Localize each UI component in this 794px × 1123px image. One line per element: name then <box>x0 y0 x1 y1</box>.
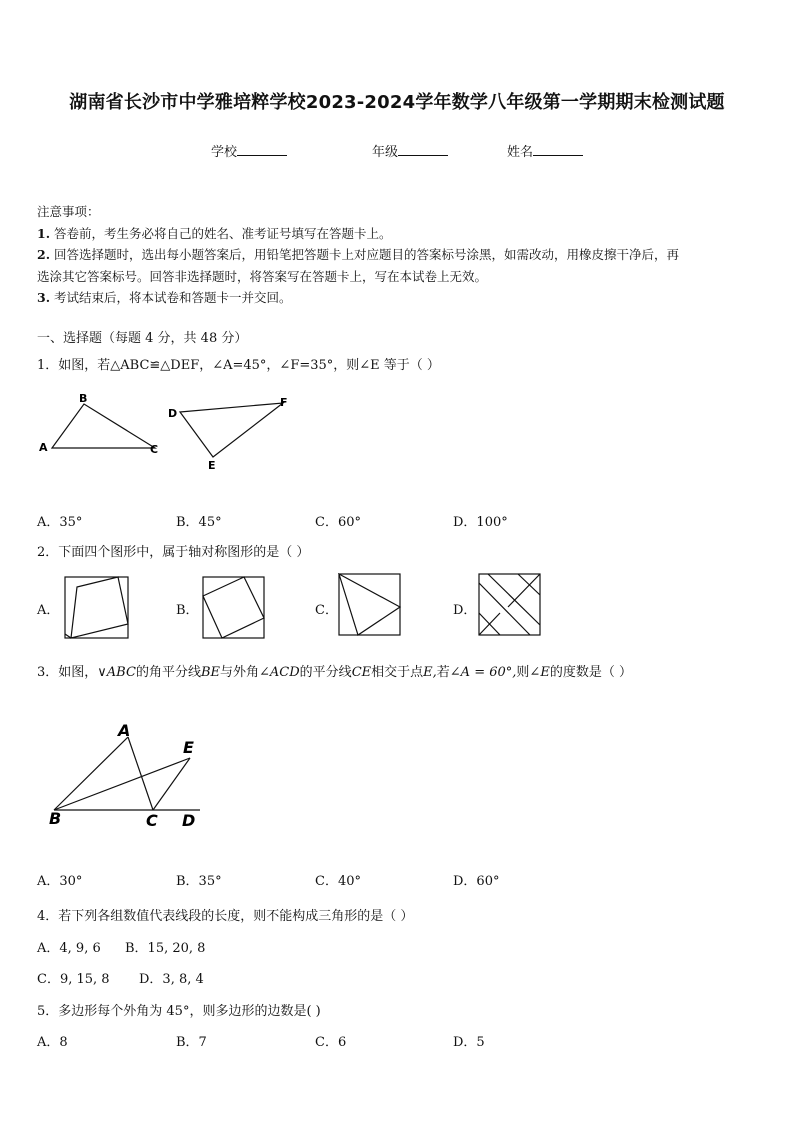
q4-option-b[interactable]: B．15, 20, 8 <box>125 941 206 956</box>
line-ce <box>153 758 190 810</box>
q2-option-d[interactable]: D． <box>453 603 477 618</box>
label-a: A <box>39 441 48 454</box>
question-1-figure <box>35 390 295 472</box>
label-b: B <box>49 809 62 828</box>
notes-heading: 注意事项： <box>37 204 100 219</box>
q2-option-c[interactable]: C． <box>315 603 338 618</box>
q1-option-d[interactable]: D．100° <box>453 515 508 530</box>
name-label: 姓名 <box>507 145 534 160</box>
label-c: C <box>146 811 158 830</box>
page-title: 湖南省长沙市中学雅培粹学校2023-2024学年数学八年级第一学期期末检测试题 <box>69 92 725 113</box>
q4-option-c[interactable]: C．9, 15, 8 <box>37 972 110 987</box>
label-e: E <box>208 459 216 472</box>
q1-option-b[interactable]: B．45° <box>176 515 222 530</box>
question-2-stem: 2．下面四个图形中，属于轴对称图形的是（ ） <box>37 545 310 560</box>
note-line: 1. 答卷前，考生务必将自己的姓名、准考证号填写在答题卡上。 <box>37 225 392 241</box>
q5-option-b[interactable]: B．7 <box>176 1035 207 1050</box>
label-b: B <box>79 392 88 405</box>
grade-label: 年级 <box>372 145 399 160</box>
label-c: C <box>150 443 159 456</box>
section-heading: 一、选择题（每题 4 分，共 48 分） <box>37 331 248 346</box>
q2-figure-c <box>338 573 402 637</box>
grade-blank[interactable] <box>398 143 448 156</box>
note-line: 选涂其它答案标号。回答非选择题时，将答案写在答题卡上，写在本试卷上无效。 <box>37 268 488 284</box>
school-label: 学校 <box>211 145 238 160</box>
grade-field[interactable] <box>372 141 448 160</box>
name-field[interactable] <box>507 141 583 160</box>
q2-figure-a <box>64 576 130 640</box>
name-blank[interactable] <box>533 143 583 156</box>
q4-option-d[interactable]: D．3, 8, 4 <box>139 972 204 987</box>
q2-option-a[interactable]: A． <box>37 603 60 618</box>
label-f: F <box>280 396 288 409</box>
q3-option-d[interactable]: D．60° <box>453 874 500 889</box>
q5-option-a[interactable]: A．8 <box>37 1035 68 1050</box>
notes-block <box>37 201 759 309</box>
triangle-abc <box>52 404 155 448</box>
line-ba <box>54 737 128 810</box>
q5-option-d[interactable]: D．5 <box>453 1035 485 1050</box>
label-d: D <box>168 407 178 420</box>
school-blank[interactable] <box>237 143 287 156</box>
label-e: E <box>183 738 194 757</box>
line-be <box>54 758 190 810</box>
question-3-stem: 3．如图，∨ABC的角平分线BE与外角∠ACD的平分线CE相交于点E,若∠A = 60°,则∠E的度数是（ ） <box>37 665 632 680</box>
q2-figure-d <box>478 573 542 637</box>
triangle-def <box>180 403 283 457</box>
note-line: 2. 回答选择题时，选出每小题答案后，用铅笔把答题卡上对应题目的答案标号涂黑，如需改动，用橡皮擦干净后，再 <box>37 247 680 262</box>
question-1-stem: 1．如图，若△ABC≌△DEF，∠A=45°，∠F=35°，则∠E 等于（ ） <box>37 358 440 373</box>
q3-option-b[interactable]: B．35° <box>176 874 222 889</box>
q4-option-a[interactable]: A．4, 9, 6 <box>37 941 101 956</box>
q3-option-c[interactable]: C．40° <box>315 874 361 889</box>
question-4-stem: 4．若下列各组数值代表线段的长度，则不能构成三角形的是（ ） <box>37 909 414 924</box>
label-d: D <box>182 811 196 830</box>
q5-option-c[interactable]: C．6 <box>315 1035 347 1050</box>
q3-option-a[interactable]: A．30° <box>37 874 83 889</box>
question-3-figure <box>40 715 210 835</box>
question-5-stem: 5．多边形每个外角为 45°，则多边形的边数是( ) <box>37 1004 321 1019</box>
note-line: 3. 考试结束后，将本试卷和答题卡一并交回。 <box>37 290 292 305</box>
q1-option-a[interactable]: A．35° <box>37 515 83 530</box>
label-a: A <box>118 721 131 740</box>
q1-option-c[interactable]: C．60° <box>315 515 361 530</box>
q2-option-b[interactable]: B． <box>176 603 199 618</box>
school-field[interactable] <box>211 141 287 160</box>
q2-figure-b <box>202 576 266 640</box>
